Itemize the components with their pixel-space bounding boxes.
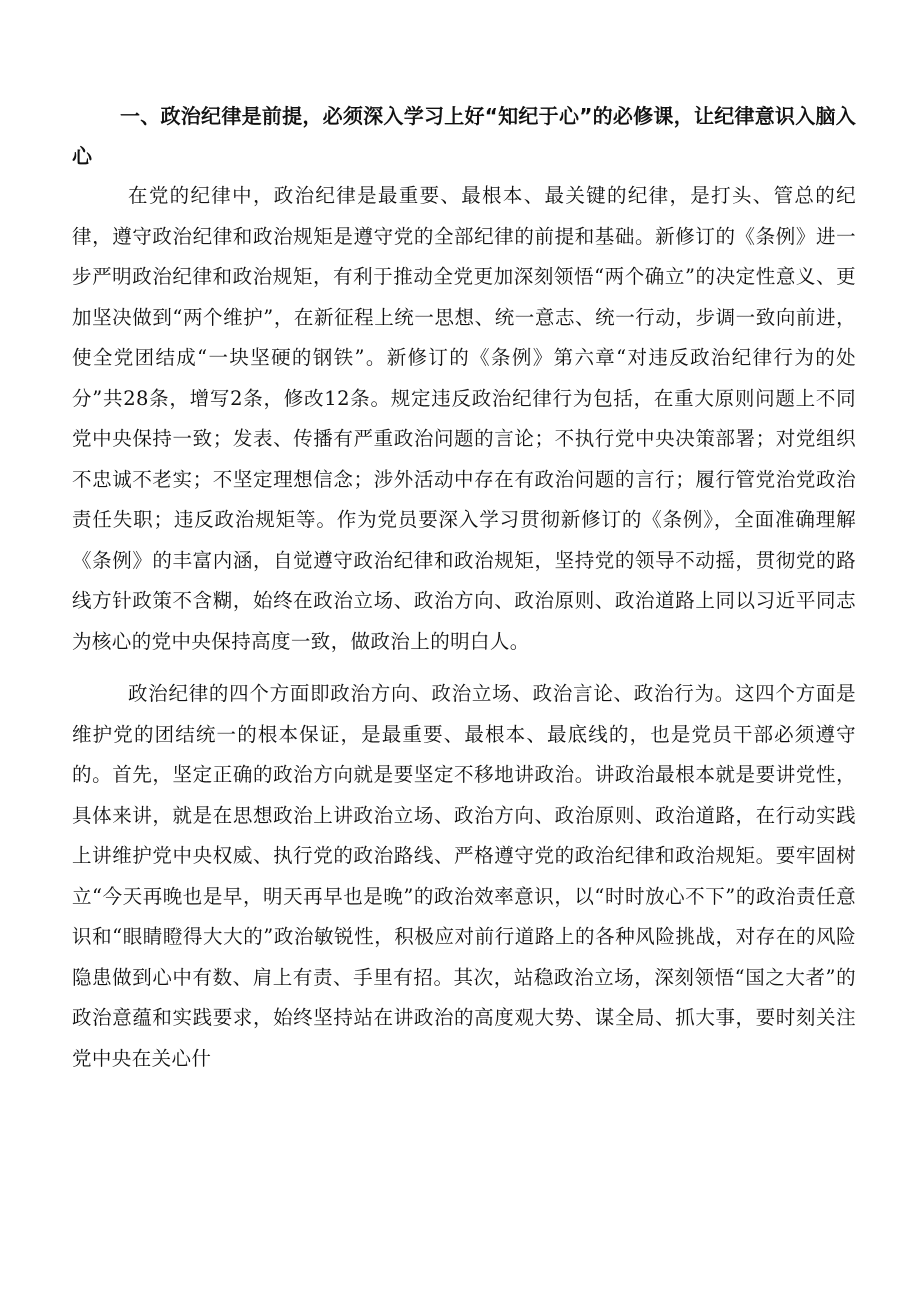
section-heading: 一、政治纪律是前提，必须深入学习上好“知纪于心”的必修课，让纪律意识入脑入心 xyxy=(72,104,856,168)
paragraph-political-discipline: 在党的纪律中，政治纪律是最重要、最根本、最关键的纪律，是打头、管总的纪律，遵守政治纪律和政治规矩是遵守党的全部纪律的前提和基础。新修订的《条例》进一步严明政治纪律和政治规矩，有利于推动全党更加深刻领悟“两个确立”的决定性意义、更加坚决做到“两个维护”，在新征程上统一思想、统一意志、统一行动，步调一致向前进，使全党团结成“一块坚硬的钢铁”。新修订的《条例》第六章“对违反政治纪律行为的处分”共28条，增写2条，修改12条。规定违反政治纪律行为包括，在重大原则问题上不同党中央保持一致；发表、传播有严重政治问题的言论；不执行党中央决策部署；对党组织不忠诚不老实；不坚定理想信念；涉外活动中存在有政治问题的言行；履行管党治党政治责任失职；违反政治规矩等。作为党员要深入学习贯彻新修订的《条例》，全面准确理解《条例》的丰富内涵，自觉遵守政治纪律和政治规矩，坚持党的领导不动摇，贯彻党的路线方针政策不含糊，始终在政治立场、政治方向、政治原则、政治道路上同以习近平同志为核心的党中央保持高度一致，做政治上的明白人。 xyxy=(72,184,856,653)
paragraph-four-aspects: 政治纪律的四个方面即政治方向、政治立场、政治言论、政治行为。这四个方面是维护党的团结统一的根本保证，是最重要、最根本、最底线的，也是党员干部必须遵守的。首先，坚定正确的政治方向就是要坚定不移地讲政治。讲政治最根本就是要讲党性，具体来讲，就是在思想政治上讲政治立场、政治方向、政治原则、政治道路，在行动实践上讲维护党中央权威、执行党的政治路线、严格遵守党的政治纪律和政治规矩。要牢固树立“今天再晚也是早，明天再早也是晚”的政治效率意识，以“时时放心不下”的政治责任意识和“眼睛瞪得大大的”政治敏锐性，积极应对前行道路上的各种风险挑战，对存在的风险隐患做到心中有数、肩上有责、手里有招。其次，站稳政治立场，深刻领悟“国之大者”的政治意蕴和实践要求，始终坚持站在讲政治的高度观大势、谋全局、抓大事，要时刻关注党中央在关心什 xyxy=(72,682,856,1070)
document-page xyxy=(72,96,856,1079)
